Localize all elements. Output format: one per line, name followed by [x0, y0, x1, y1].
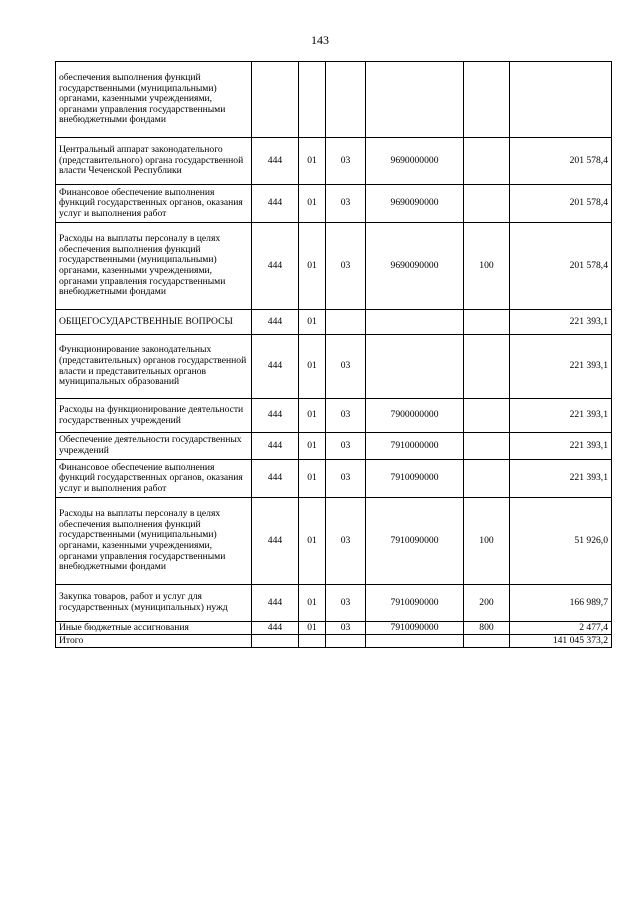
cell-csr — [366, 62, 464, 138]
table-row — [56, 460, 612, 498]
table-row — [56, 62, 612, 138]
table-row — [56, 138, 612, 185]
cell-ved: 444 — [252, 335, 299, 399]
table-row — [56, 433, 612, 460]
cell-sum: 201 578,4 — [510, 223, 612, 310]
cell-rz: 01 — [299, 223, 326, 310]
cell-ved — [252, 635, 299, 648]
cell-rz: 01 — [299, 185, 326, 223]
table-row — [56, 223, 612, 310]
cell-vr: 100 — [464, 223, 510, 310]
cell-vr — [464, 433, 510, 460]
cell-vr: 200 — [464, 585, 510, 622]
cell-vr — [464, 635, 510, 648]
cell-pr: 03 — [326, 460, 366, 498]
cell-vr — [464, 62, 510, 138]
cell-pr: 03 — [326, 433, 366, 460]
cell-ved — [252, 62, 299, 138]
cell-pr: 03 — [326, 138, 366, 185]
cell-vr — [464, 335, 510, 399]
table-row — [56, 335, 612, 399]
cell-pr: 03 — [326, 223, 366, 310]
cell-name: Функционирование законодательных (представительных) органов государственной власти и представительных органов муниципальных образований — [56, 335, 252, 399]
cell-ved: 444 — [252, 185, 299, 223]
cell-pr: 03 — [326, 335, 366, 399]
cell-name: Центральный аппарат законодательного (представительного) органа государственной власти Чеченской Республики — [56, 138, 252, 185]
cell-csr — [366, 310, 464, 335]
cell-pr — [326, 310, 366, 335]
cell-ved: 444 — [252, 433, 299, 460]
cell-pr — [326, 635, 366, 648]
cell-sum: 221 393,1 — [510, 335, 612, 399]
cell-name: обеспечения выполнения функций государственными (муниципальными) органами, казенными учреждениями, органами управления государственными внебюджетными фондами — [56, 62, 252, 138]
cell-sum: 2 477,4 — [510, 622, 612, 635]
cell-pr — [326, 62, 366, 138]
cell-vr — [464, 138, 510, 185]
cell-vr — [464, 460, 510, 498]
cell-vr — [464, 310, 510, 335]
table-row — [56, 622, 612, 635]
cell-sum: 221 393,1 — [510, 310, 612, 335]
cell-ved: 444 — [252, 460, 299, 498]
page-number: 143 — [311, 33, 329, 47]
table-row — [56, 635, 612, 648]
cell-csr: 9690000000 — [366, 138, 464, 185]
cell-sum — [510, 62, 612, 138]
table-row — [56, 399, 612, 433]
cell-pr: 03 — [326, 622, 366, 635]
cell-csr: 7900000000 — [366, 399, 464, 433]
cell-rz: 01 — [299, 335, 326, 399]
cell-rz: 01 — [299, 399, 326, 433]
cell-name: Итого — [56, 635, 252, 648]
cell-sum: 201 578,4 — [510, 138, 612, 185]
cell-csr — [366, 335, 464, 399]
cell-rz: 01 — [299, 585, 326, 622]
cell-ved: 444 — [252, 399, 299, 433]
cell-name: ОБЩЕГОСУДАРСТВЕННЫЕ ВОПРОСЫ — [56, 310, 252, 335]
cell-sum: 221 393,1 — [510, 433, 612, 460]
cell-vr: 800 — [464, 622, 510, 635]
cell-csr: 7910000000 — [366, 433, 464, 460]
cell-vr: 100 — [464, 498, 510, 585]
cell-sum: 141 045 373,2 — [510, 635, 612, 648]
cell-name: Закупка товаров, работ и услуг для государственных (муниципальных) нужд — [56, 585, 252, 622]
cell-csr: 7910090000 — [366, 498, 464, 585]
cell-ved: 444 — [252, 138, 299, 185]
table-row — [56, 310, 612, 335]
cell-name: Финансовое обеспечение выполнения функций государственных органов, оказания услуг и выполнения работ — [56, 185, 252, 223]
cell-ved: 444 — [252, 585, 299, 622]
cell-pr: 03 — [326, 585, 366, 622]
cell-rz: 01 — [299, 310, 326, 335]
table-row — [56, 585, 612, 622]
cell-rz — [299, 62, 326, 138]
cell-csr: 7910090000 — [366, 460, 464, 498]
cell-pr: 03 — [326, 399, 366, 433]
cell-csr: 7910090000 — [366, 585, 464, 622]
cell-name: Иные бюджетные ассигнования — [56, 622, 252, 635]
cell-pr: 03 — [326, 498, 366, 585]
cell-vr — [464, 185, 510, 223]
cell-sum: 166 989,7 — [510, 585, 612, 622]
table-row — [56, 498, 612, 585]
cell-rz: 01 — [299, 498, 326, 585]
cell-ved: 444 — [252, 310, 299, 335]
cell-rz: 01 — [299, 433, 326, 460]
cell-csr: 9690090000 — [366, 223, 464, 310]
cell-sum: 201 578,4 — [510, 185, 612, 223]
cell-ved: 444 — [252, 498, 299, 585]
cell-pr: 03 — [326, 185, 366, 223]
cell-name: Расходы на выплаты персоналу в целях обеспечения выполнения функций государственными (муниципальными) органами, казенными учреждениями, органами управления государственными внебюджетными фондами — [56, 498, 252, 585]
budget-table — [55, 61, 612, 648]
cell-csr: 9690090000 — [366, 185, 464, 223]
cell-csr — [366, 635, 464, 648]
cell-name: Расходы на функционирование деятельности государственных учреждений — [56, 399, 252, 433]
cell-rz: 01 — [299, 622, 326, 635]
cell-rz — [299, 635, 326, 648]
cell-sum: 51 926,0 — [510, 498, 612, 585]
cell-csr: 7910090000 — [366, 622, 464, 635]
cell-ved: 444 — [252, 622, 299, 635]
cell-vr — [464, 399, 510, 433]
cell-sum: 221 393,1 — [510, 460, 612, 498]
table-row — [56, 185, 612, 223]
cell-name: Финансовое обеспечение выполнения функций государственных органов, оказания услуг и выполнения работ — [56, 460, 252, 498]
cell-sum: 221 393,1 — [510, 399, 612, 433]
cell-ved: 444 — [252, 223, 299, 310]
cell-name: Расходы на выплаты персоналу в целях обеспечения выполнения функций государственными (муниципальными) органами, казенными учреждениями, органами управления государственными внебюджетными фондами — [56, 223, 252, 310]
cell-rz: 01 — [299, 138, 326, 185]
cell-rz: 01 — [299, 460, 326, 498]
cell-name: Обеспечение деятельности государственных учреждений — [56, 433, 252, 460]
